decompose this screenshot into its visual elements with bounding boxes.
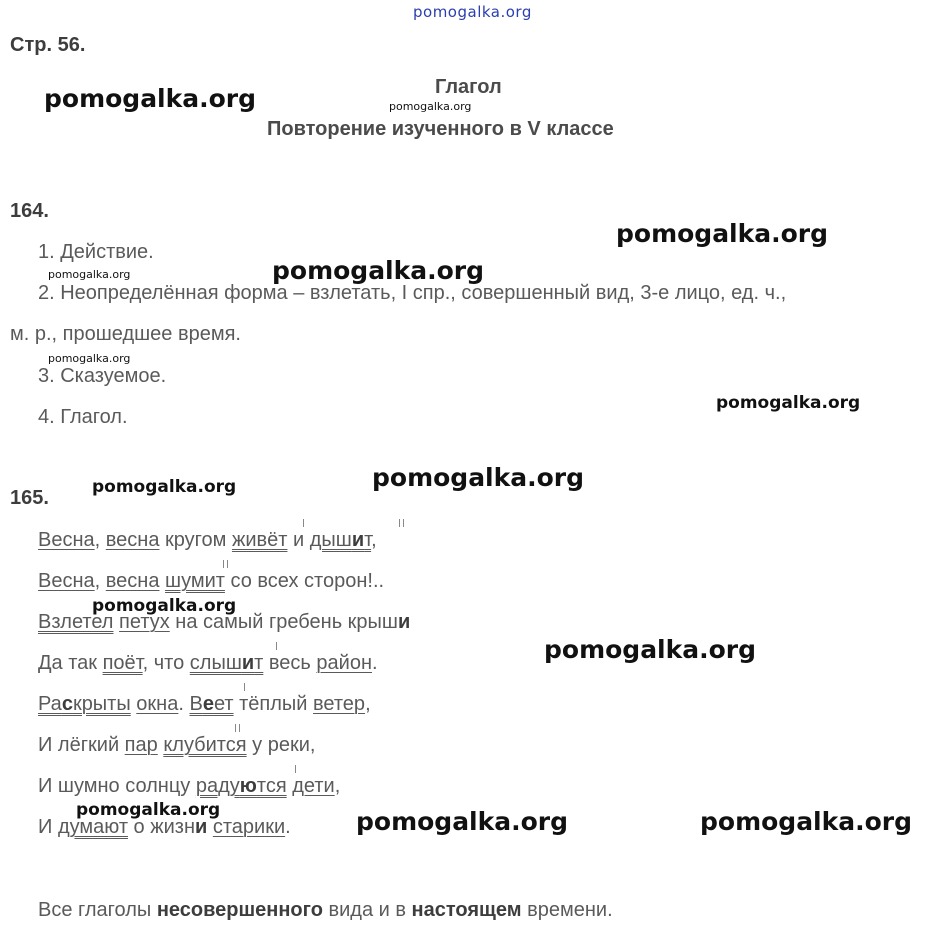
poem-line-2 <box>38 570 384 593</box>
exercise-164-line-2: 2. Неопределённая форма – взлетать, I спр., совершенный вид, 3-е лицо, ед. ч., <box>38 282 787 304</box>
conjugation-mark <box>303 519 304 527</box>
watermark-logo: pomogalka.org <box>356 807 569 836</box>
text: о жизн <box>127 816 195 838</box>
conjugation-mark <box>399 519 404 527</box>
subject: пар <box>124 734 158 756</box>
subject: дети <box>292 775 335 797</box>
text: кругом <box>159 529 232 551</box>
watermark-logo: pomogalka.org <box>272 256 485 285</box>
page-number: Стр. 56. <box>10 34 86 56</box>
text: и <box>397 611 411 633</box>
predicate: дышит <box>309 529 372 551</box>
text: весь <box>263 652 317 674</box>
text: , <box>365 693 371 715</box>
watermark-logo: pomogalka.org <box>372 463 585 492</box>
predicate: Раскрыты <box>38 693 131 715</box>
chapter-title: Глагол <box>435 76 502 98</box>
text: , что <box>142 652 190 674</box>
watermark-logo: pomogalka.org <box>700 807 913 836</box>
text: , <box>334 775 341 797</box>
subject: весна <box>105 529 160 551</box>
poem-line-1 <box>38 529 377 552</box>
conjugation-mark <box>295 765 296 773</box>
watermark-logo: pomogalka.org <box>48 352 131 365</box>
predicate: поёт <box>102 652 143 674</box>
site-watermark-top: pomogalka.org <box>413 3 532 21</box>
poem-line-4 <box>38 652 378 675</box>
text: . <box>178 693 190 715</box>
subject: старики <box>212 816 286 838</box>
object: район <box>316 652 372 674</box>
exercise-164-number: 164. <box>10 200 49 222</box>
watermark-logo: pomogalka.org <box>92 596 237 616</box>
text: , <box>371 529 377 551</box>
conjugation-mark <box>276 642 277 650</box>
text: Да так <box>38 652 103 674</box>
conjugation-mark <box>223 560 228 568</box>
predicate: живёт <box>231 529 288 551</box>
watermark-logo: pomogalka.org <box>44 84 257 113</box>
subject: ветер <box>313 693 366 715</box>
predicate: шумит <box>165 570 225 592</box>
exercise-164-line-3: м. р., прошедшее время. <box>10 323 241 345</box>
text: , <box>94 570 106 592</box>
watermark-logo: pomogalka.org <box>92 477 237 497</box>
text: . <box>285 816 291 838</box>
text: . <box>372 652 378 674</box>
watermark-logo: pomogalka.org <box>48 268 131 281</box>
exercise-165-conclusion: Все глаголы несовершенного вида и в настоящем времени. <box>38 899 613 921</box>
poem-line-6 <box>38 734 315 757</box>
subject: окна <box>136 693 179 715</box>
text: и <box>195 816 208 838</box>
text: И шумно солнцу <box>38 775 196 797</box>
watermark-logo: pomogalka.org <box>716 393 861 413</box>
text: на самый гребень крыш <box>169 611 398 633</box>
predicate: Веет <box>189 693 234 715</box>
text: со всех сторон!.. <box>224 570 385 592</box>
conjugation-mark <box>235 724 240 732</box>
watermark-logo: pomogalka.org <box>76 800 221 820</box>
poem-line-7 <box>38 775 340 798</box>
text: у реки, <box>246 734 316 756</box>
watermark-logo: pomogalka.org <box>544 635 757 664</box>
text: , <box>94 529 106 551</box>
exercise-164-line-1: 1. Действие. <box>38 241 154 263</box>
watermark-logo: pomogalka.org <box>616 219 829 248</box>
predicate: Взлетел <box>38 611 114 633</box>
exercise-164-line-4: 3. Сказуемое. <box>38 365 167 387</box>
exercise-165-number: 165. <box>10 487 49 509</box>
poem-line-5 <box>38 693 371 716</box>
predicate: радуются <box>195 775 287 797</box>
exercise-164-line-5: 4. Глагол. <box>38 406 128 428</box>
text: И лёгкий <box>38 734 125 756</box>
subject: Весна <box>38 570 95 592</box>
predicate: думают <box>57 816 128 838</box>
text: тёплый <box>233 693 314 715</box>
chapter-subtitle: Повторение изученного в V классе <box>267 118 614 140</box>
text: и <box>287 529 310 551</box>
conjugation-mark <box>244 683 245 691</box>
predicate: слышит <box>189 652 264 674</box>
subject: петух <box>119 611 170 633</box>
subject: весна <box>105 570 160 592</box>
predicate: клубится <box>163 734 247 756</box>
watermark-logo: pomogalka.org <box>389 100 472 113</box>
subject: Весна <box>38 529 95 551</box>
text: И <box>38 816 58 838</box>
